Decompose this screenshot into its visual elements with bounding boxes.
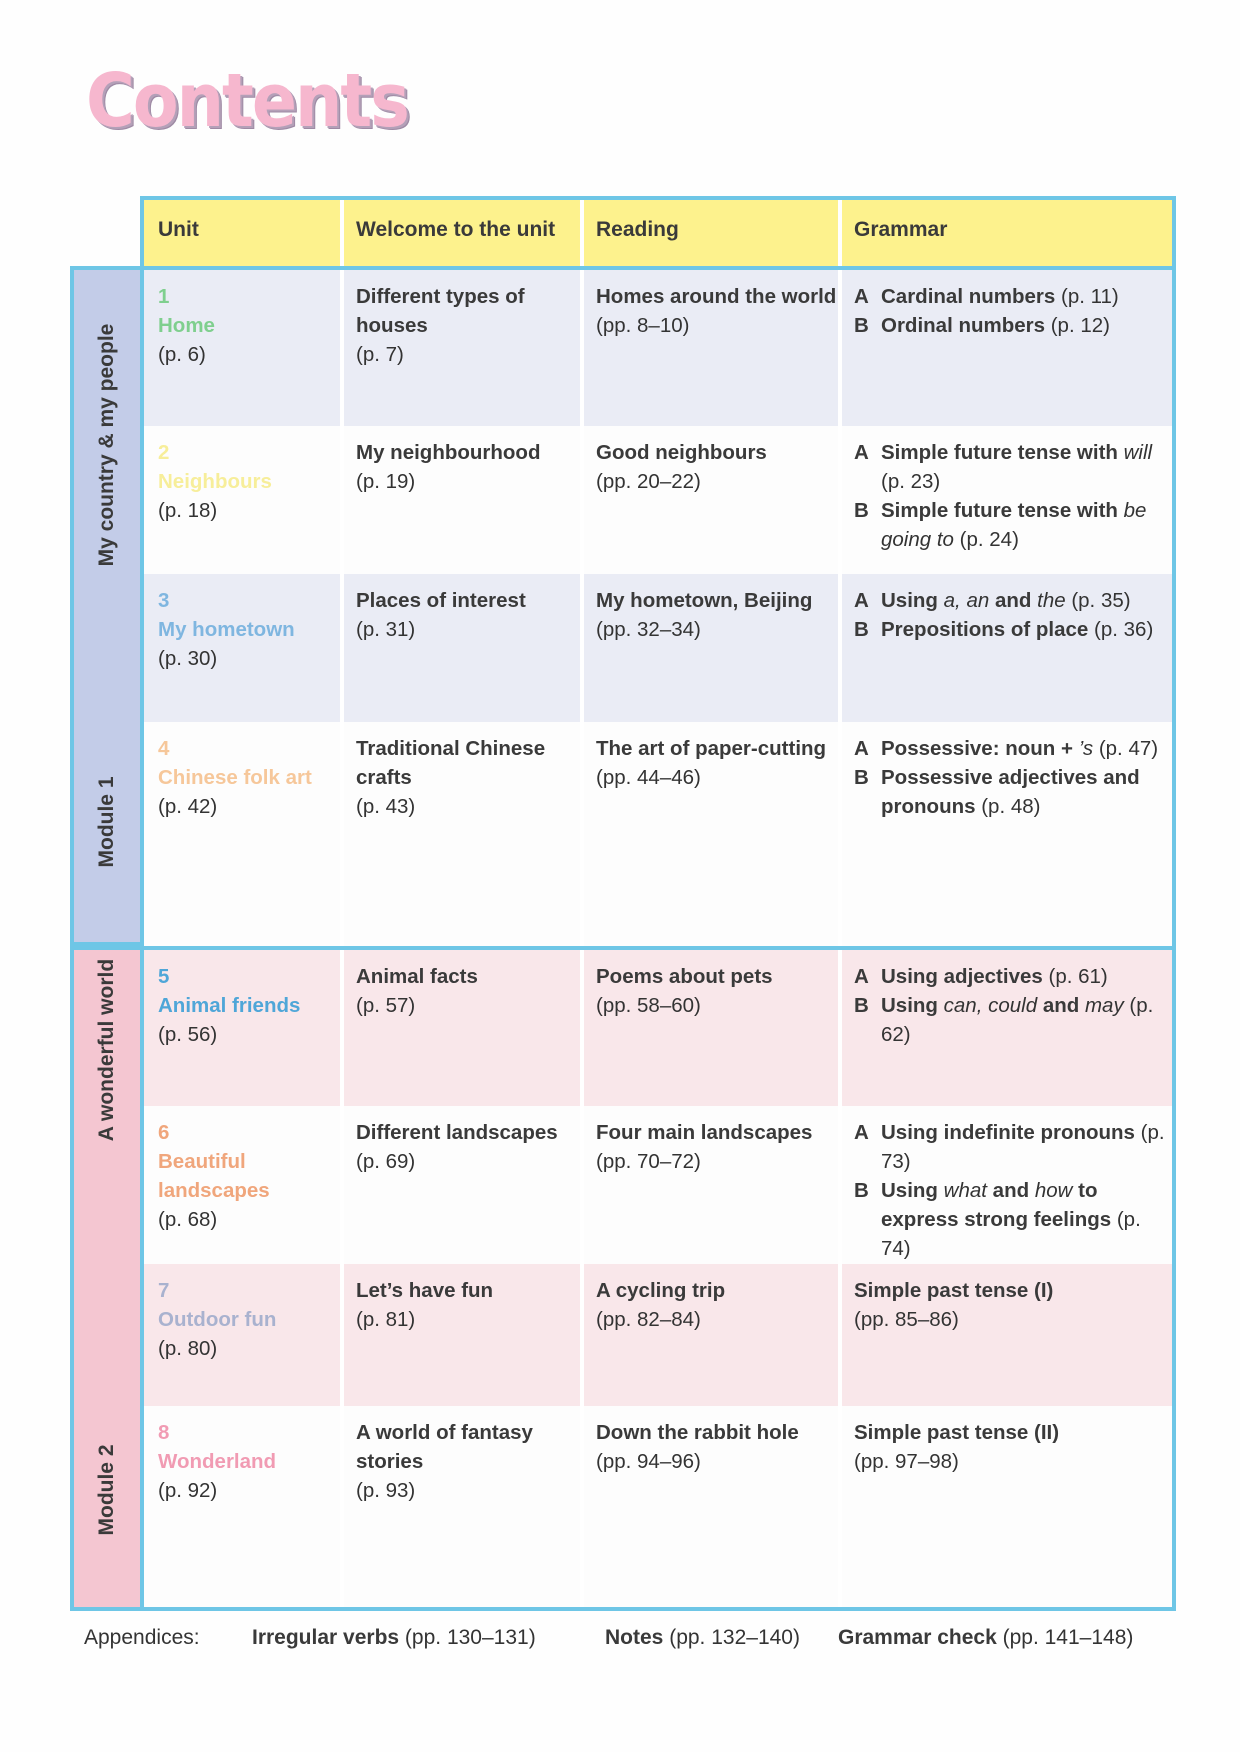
reading-page: (pp. 70–72) [596, 1150, 701, 1173]
welcome-page: (p. 7) [356, 343, 404, 366]
grammar-page: (pp. 85–86) [854, 1308, 959, 1331]
grammar-text: Possessive: noun + ’s (p. 47) [881, 737, 1159, 760]
reading-cell [582, 722, 840, 946]
unit-page: (p. 68) [158, 1208, 218, 1231]
reading-cell [582, 270, 840, 426]
table-row [144, 1264, 1172, 1406]
reading-page: (pp. 8–10) [596, 314, 690, 337]
grammar-item [854, 763, 1172, 821]
grammar-item [854, 1176, 1172, 1263]
reading-page: (pp. 82–84) [596, 1308, 701, 1331]
unit-number: 2 [158, 441, 170, 464]
grammar-letter: B [854, 1179, 869, 1202]
table-row [144, 1106, 1172, 1264]
unit-name: Animal friends [158, 994, 301, 1017]
grammar-text: Possessive adjectives and pronouns (p. 48) [881, 766, 1140, 818]
reading-cell [582, 574, 840, 722]
reading-page: (pp. 32–34) [596, 618, 701, 641]
welcome-page: (p. 19) [356, 470, 416, 493]
unit-cell [144, 574, 342, 722]
unit-name: My hometown [158, 618, 295, 641]
grammar-item [854, 496, 1172, 554]
reading-page: (pp. 20–22) [596, 470, 701, 493]
module-1-sidebar [70, 266, 140, 946]
unit-number: 3 [158, 589, 170, 612]
unit-page: (p. 18) [158, 499, 218, 522]
reading-title: Homes around the world [596, 285, 837, 308]
unit-page: (p. 6) [158, 343, 206, 366]
welcome-title: Animal facts [356, 965, 478, 988]
welcome-cell [342, 722, 582, 946]
unit-number: 5 [158, 965, 170, 988]
grammar-letter: B [854, 314, 869, 337]
grammar-item [854, 962, 1172, 991]
grammar-title: Simple past tense (I) [854, 1279, 1054, 1302]
table-header [144, 200, 1172, 266]
welcome-title: Places of interest [356, 589, 526, 612]
unit-name: Neighbours [158, 470, 272, 493]
reading-title: My hometown, Beijing [596, 589, 813, 612]
table-row [144, 722, 1172, 946]
welcome-cell [342, 426, 582, 574]
grammar-item [854, 311, 1172, 340]
grammar-text: Cardinal numbers (p. 11) [881, 285, 1119, 308]
grammar-cell [840, 950, 1172, 1106]
reading-cell [582, 1106, 840, 1264]
welcome-cell [342, 950, 582, 1106]
unit-number: 1 [158, 285, 170, 308]
welcome-title: A world of fantasy stories [356, 1421, 533, 1473]
grammar-letter: A [854, 441, 869, 464]
module-2-sidebar [70, 946, 140, 1611]
grammar-letter: A [854, 965, 869, 988]
welcome-cell [342, 1406, 582, 1607]
unit-number: 8 [158, 1421, 170, 1444]
unit-page: (p. 30) [158, 647, 218, 670]
welcome-page: (p. 93) [356, 1479, 416, 1502]
reading-title: Down the rabbit hole [596, 1421, 799, 1444]
module-divider [144, 946, 1172, 950]
grammar-text: Using a, an and the (p. 35) [881, 589, 1131, 612]
grammar-cell [840, 270, 1172, 426]
grammar-text: Simple future tense with will (p. 23) [881, 441, 1153, 493]
unit-name: Chinese folk art [158, 766, 312, 789]
grammar-letter: A [854, 285, 869, 308]
reading-title: The art of paper-cutting [596, 737, 827, 760]
unit-page: (p. 92) [158, 1479, 218, 1502]
appendix-item: Irregular verbs (pp. 130–131) [252, 1626, 536, 1649]
welcome-cell [342, 1106, 582, 1264]
unit-cell [144, 950, 342, 1106]
grammar-letter: B [854, 994, 869, 1017]
table-row [144, 426, 1172, 574]
welcome-title: Traditional Chinese crafts [356, 737, 546, 789]
grammar-page: (pp. 97–98) [854, 1450, 959, 1473]
grammar-item [854, 991, 1172, 1049]
reading-page: (pp. 94–96) [596, 1450, 701, 1473]
grammar-item [854, 282, 1172, 311]
unit-name: Home [158, 314, 215, 337]
header-welcome: Welcome to the unit [356, 218, 556, 241]
reading-title: Good neighbours [596, 441, 767, 464]
unit-number: 4 [158, 737, 170, 760]
appendix-item: Notes (pp. 132–140) [605, 1626, 800, 1649]
reading-page: (pp. 44–46) [596, 766, 701, 789]
module-name-label: Module 1 [95, 776, 118, 868]
unit-cell [144, 1106, 342, 1264]
module-theme-label: A wonderful world [95, 958, 118, 1142]
grammar-text: Using what and how to express strong feelings (p. 74) [881, 1179, 1141, 1260]
appendix-item: Grammar check (pp. 141–148) [838, 1626, 1134, 1649]
grammar-item [854, 734, 1172, 763]
grammar-cell [840, 1106, 1172, 1264]
unit-name: Beautiful landscapes [158, 1150, 270, 1202]
reading-cell [582, 1406, 840, 1607]
grammar-text: Using indefinite pronouns (p. 73) [881, 1121, 1165, 1173]
grammar-item [854, 438, 1172, 496]
grammar-cell [840, 1406, 1172, 1607]
grammar-text: Using adjectives (p. 61) [881, 965, 1108, 988]
header-unit: Unit [158, 218, 199, 241]
unit-cell [144, 722, 342, 946]
welcome-cell [342, 1264, 582, 1406]
unit-cell [144, 426, 342, 574]
welcome-page: (p. 43) [356, 795, 416, 818]
contents-table [140, 196, 1176, 1611]
table-row [144, 950, 1172, 1106]
grammar-letter: B [854, 499, 869, 522]
unit-page: (p. 80) [158, 1337, 218, 1360]
reading-title: Poems about pets [596, 965, 773, 988]
unit-page: (p. 56) [158, 1023, 218, 1046]
grammar-cell [840, 574, 1172, 722]
unit-name: Outdoor fun [158, 1308, 277, 1331]
grammar-cell [840, 722, 1172, 946]
grammar-text: Simple future tense with be going to (p. 24) [881, 499, 1147, 551]
welcome-page: (p. 57) [356, 994, 416, 1017]
table-row [144, 574, 1172, 722]
welcome-cell [342, 574, 582, 722]
grammar-letter: A [854, 589, 869, 612]
welcome-title: Let’s have fun [356, 1279, 494, 1302]
unit-cell [144, 270, 342, 426]
header-reading: Reading [596, 218, 679, 241]
appendices-label: Appendices: [84, 1626, 200, 1649]
header-grammar: Grammar [854, 218, 948, 241]
unit-number: 7 [158, 1279, 170, 1302]
unit-cell [144, 1406, 342, 1607]
grammar-item [854, 615, 1172, 644]
grammar-text: Ordinal numbers (p. 12) [881, 314, 1110, 337]
reading-title: Four main landscapes [596, 1121, 813, 1144]
grammar-cell [840, 426, 1172, 574]
welcome-page: (p. 81) [356, 1308, 416, 1331]
grammar-letter: A [854, 1121, 869, 1144]
grammar-item [854, 1118, 1172, 1176]
page-title: Contents [86, 58, 408, 144]
reading-cell [582, 426, 840, 574]
unit-page: (p. 42) [158, 795, 218, 818]
reading-title: A cycling trip [596, 1279, 726, 1302]
table-row [144, 1406, 1172, 1607]
grammar-cell [840, 1264, 1172, 1406]
unit-name: Wonderland [158, 1450, 277, 1473]
grammar-text: Prepositions of place (p. 36) [881, 618, 1154, 641]
module-theme-label: My country & my people [95, 323, 118, 567]
grammar-letter: A [854, 737, 869, 760]
grammar-item [854, 586, 1172, 615]
welcome-page: (p. 31) [356, 618, 416, 641]
welcome-title: Different landscapes [356, 1121, 558, 1144]
module-name-label: Module 2 [95, 1444, 118, 1536]
welcome-title: My neighbourhood [356, 441, 541, 464]
grammar-text: Using can, could and may (p. 62) [881, 994, 1154, 1046]
unit-cell [144, 1264, 342, 1406]
welcome-cell [342, 270, 582, 426]
grammar-letter: B [854, 766, 869, 789]
grammar-title: Simple past tense (II) [854, 1421, 1060, 1444]
unit-number: 6 [158, 1121, 170, 1144]
reading-cell [582, 1264, 840, 1406]
reading-cell [582, 950, 840, 1106]
grammar-letter: B [854, 618, 869, 641]
welcome-page: (p. 69) [356, 1150, 416, 1173]
reading-page: (pp. 58–60) [596, 994, 701, 1017]
table-row [144, 270, 1172, 426]
welcome-title: Different types of houses [356, 285, 525, 337]
